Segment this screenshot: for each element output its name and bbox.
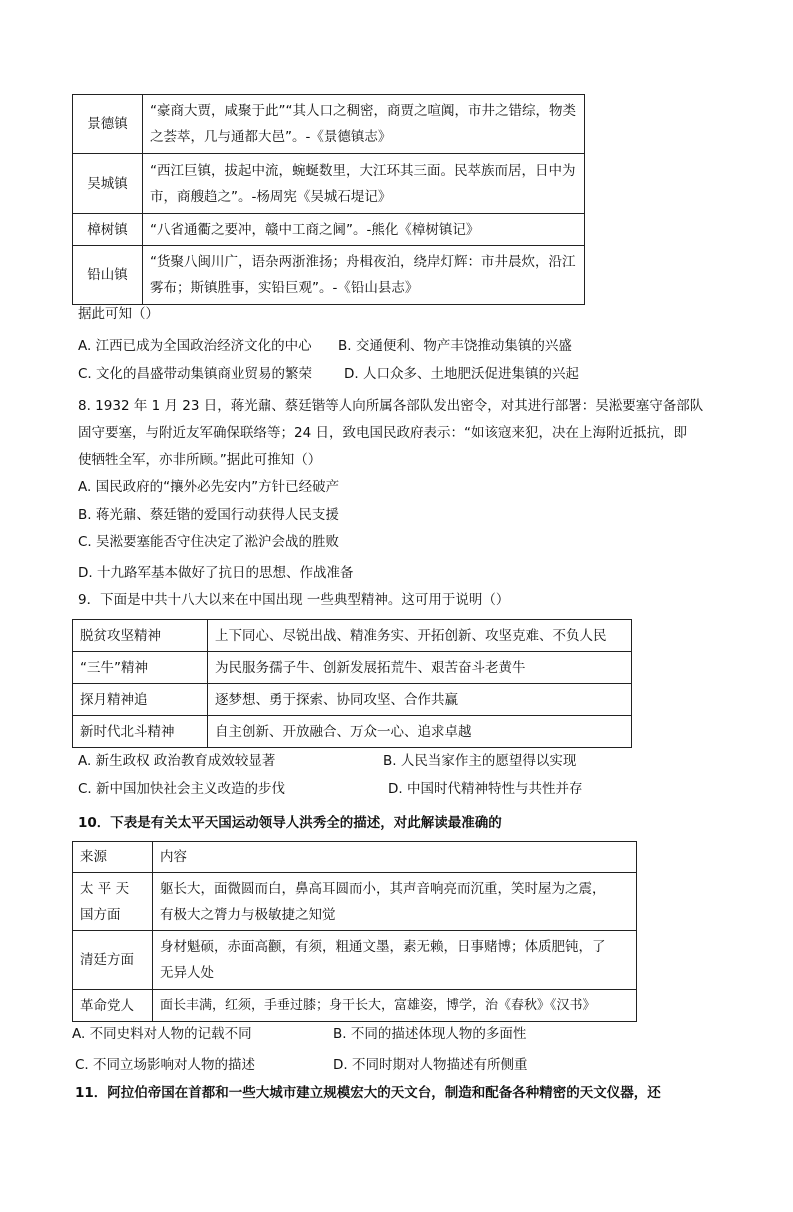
q10-source-line: 清廷方面 bbox=[80, 952, 134, 968]
q7-place: 樟树镇 bbox=[73, 214, 143, 246]
q9-option-d: D. 中国时代精神特性与共性并存 bbox=[388, 781, 583, 797]
q10-source-line: 国方面 bbox=[80, 906, 121, 923]
q9-stem: 9．下面是中共十八大以来在中国出现 一些典型精神。这可用于说明（） bbox=[78, 592, 510, 608]
q9-option-c: C. 新中国加快社会主义改造的步伐 bbox=[78, 781, 286, 797]
table-row bbox=[73, 684, 632, 716]
q10-content-line: 躯长大，面微圆而白，鼻高耳圆而小，其声音响亮而沉重，笑时屋为之震， bbox=[160, 880, 606, 897]
q9-spirit-name: 脱贫攻坚精神 bbox=[73, 620, 208, 652]
q9-spirit-text: 自主创新、开放融合、万众一心、追求卓越 bbox=[208, 716, 632, 748]
q10-source-line: 太 平 天 bbox=[80, 880, 130, 897]
table-row bbox=[73, 931, 637, 990]
table-row bbox=[73, 990, 637, 1022]
table-row bbox=[73, 214, 585, 246]
q10-option-c: C. 不同立场影响对人物的描述 bbox=[75, 1057, 256, 1073]
table-row bbox=[73, 246, 585, 305]
q10-content-line: 面长丰满，红须，手垂过膝；身干长大，富雄姿，博学，治《春秋》《汉书》 bbox=[160, 997, 596, 1013]
q8-stem-line-1: 8. 1932 年 1 月 23 日，蒋光鼐、蔡廷锴等人向所属各部队发出密令，对其进行部署：吴淞要塞守备部队 bbox=[78, 398, 704, 414]
table-row bbox=[73, 873, 637, 931]
q10-option-a: A. 不同史料对人物的记载不同 bbox=[72, 1026, 252, 1042]
q10-source bbox=[73, 990, 153, 1022]
q9-option-b: B. 人民当家作主的愿望得以实现 bbox=[383, 753, 577, 769]
q10-content-line: 身材魁硕，赤面高颧，有须，粗通文墨，素无赖，日事赌博；体质肥钝，了 bbox=[160, 939, 606, 955]
q10-source bbox=[73, 931, 153, 990]
q10-header-content: 内容 bbox=[153, 842, 637, 873]
q8-stem-line-3: 使牺牲全军，亦非所顾。”据此可推知（） bbox=[78, 452, 322, 468]
q10-source bbox=[73, 873, 153, 931]
q7-place: 景德镇 bbox=[73, 95, 143, 154]
q8-option-d: D. 十九路军基本做好了抗日的思想、作战准备 bbox=[78, 565, 354, 581]
table-row bbox=[73, 620, 632, 652]
q7-quote: “西江巨镇，拔起中流，蜿蜒数里，大江环其三面。民萃族而居，日中为市，商艘趋之”。-杨周宪《吴城石堤记》 bbox=[143, 154, 585, 214]
q10-table bbox=[72, 841, 637, 1022]
q8-stem-line-2: 固守要塞，与附近友军确保联络等；24 日，致电国民政府表示：“如该寇来犯，决在上海附近抵抗，即 bbox=[78, 425, 687, 441]
q7-quote: “货聚八闽川广，语杂两浙淮扬；舟楫夜泊，绕岸灯辉：市井晨炊，沿江雾布；斯镇胜事，实铅巨观”。-《铅山县志》 bbox=[143, 246, 585, 305]
q7-option-c: C. 文化的昌盛带动集镇商业贸易的繁荣 bbox=[78, 366, 313, 382]
table-row bbox=[73, 154, 585, 214]
table-row bbox=[73, 716, 632, 748]
table-row bbox=[73, 95, 585, 154]
q7-option-b: B. 交通便利、物产丰饶推动集镇的兴盛 bbox=[338, 338, 572, 354]
q9-spirit-text: 上下同心、尽锐出战、精准务实、开拓创新、攻坚克难、不负人民 bbox=[208, 620, 632, 652]
q7-place: 吴城镇 bbox=[73, 154, 143, 214]
q7-place: 铅山镇 bbox=[73, 246, 143, 305]
q10-source-line: 革命党人 bbox=[80, 997, 134, 1014]
table-row bbox=[73, 842, 637, 873]
q7-quote: “八省通衢之要冲，赣中工商之阃”。-熊化《樟树镇记》 bbox=[143, 214, 585, 246]
q9-table bbox=[72, 619, 632, 748]
q10-content bbox=[153, 873, 637, 931]
q10-stem: 10．下表是有关太平天国运动领导人洪秀全的描述，对此解读最准确的 bbox=[78, 815, 502, 831]
q8-option-a: A. 国民政府的“攘外必先安内”方针已经破产 bbox=[78, 479, 340, 495]
q7-table bbox=[72, 94, 585, 305]
q8-option-c: C. 吴淞要塞能否守住决定了淞沪会战的胜败 bbox=[78, 534, 340, 550]
q10-content bbox=[153, 990, 637, 1022]
q7-option-a: A. 江西已成为全国政治经济文化的中心 bbox=[78, 338, 312, 354]
q9-spirit-text: 逐梦想、勇于探索、协同攻坚、合作共赢 bbox=[208, 684, 632, 716]
q9-spirit-name: “三牛”精神 bbox=[73, 652, 208, 684]
q7-quote: “豪商大贾，咸聚于此”“其人口之稠密，商贾之喧阗，市井之错综，物类之荟萃，几与通都大邑”。-《景德镇志》 bbox=[143, 95, 585, 154]
q9-spirit-name: 新时代北斗精神 bbox=[73, 716, 208, 748]
q10-option-b: B. 不同的描述体现人物的多面性 bbox=[333, 1026, 527, 1042]
q9-spirit-name: 探月精神追 bbox=[73, 684, 208, 716]
q10-content-line: 无异人处 bbox=[160, 965, 214, 981]
q8-option-b: B. 蒋光鼐、蔡廷锴的爱国行动获得人民支援 bbox=[78, 507, 339, 523]
q11-stem-line-1: 11．阿拉伯帝国在首都和一些大城市建立规模宏大的天文台，制造和配备各种精密的天文仪器，还 bbox=[75, 1085, 661, 1101]
q9-spirit-text: 为民服务孺子牛、创新发展拓荒牛、艰苦奋斗老黄牛 bbox=[208, 652, 632, 684]
table-row bbox=[73, 652, 632, 684]
q7-stem: 据此可知（） bbox=[78, 306, 159, 322]
q10-content-line: 有极大之膂力与极敏捷之知觉 bbox=[160, 906, 336, 923]
q9-option-a: A. 新生政权 政治教育成效较显著 bbox=[78, 753, 276, 769]
q10-content bbox=[153, 931, 637, 990]
q10-header-source: 来源 bbox=[73, 842, 153, 873]
q10-option-d: D. 不同时期对人物描述有所侧重 bbox=[333, 1057, 528, 1073]
q7-option-d: D. 人口众多、土地肥沃促进集镇的兴起 bbox=[344, 366, 579, 382]
